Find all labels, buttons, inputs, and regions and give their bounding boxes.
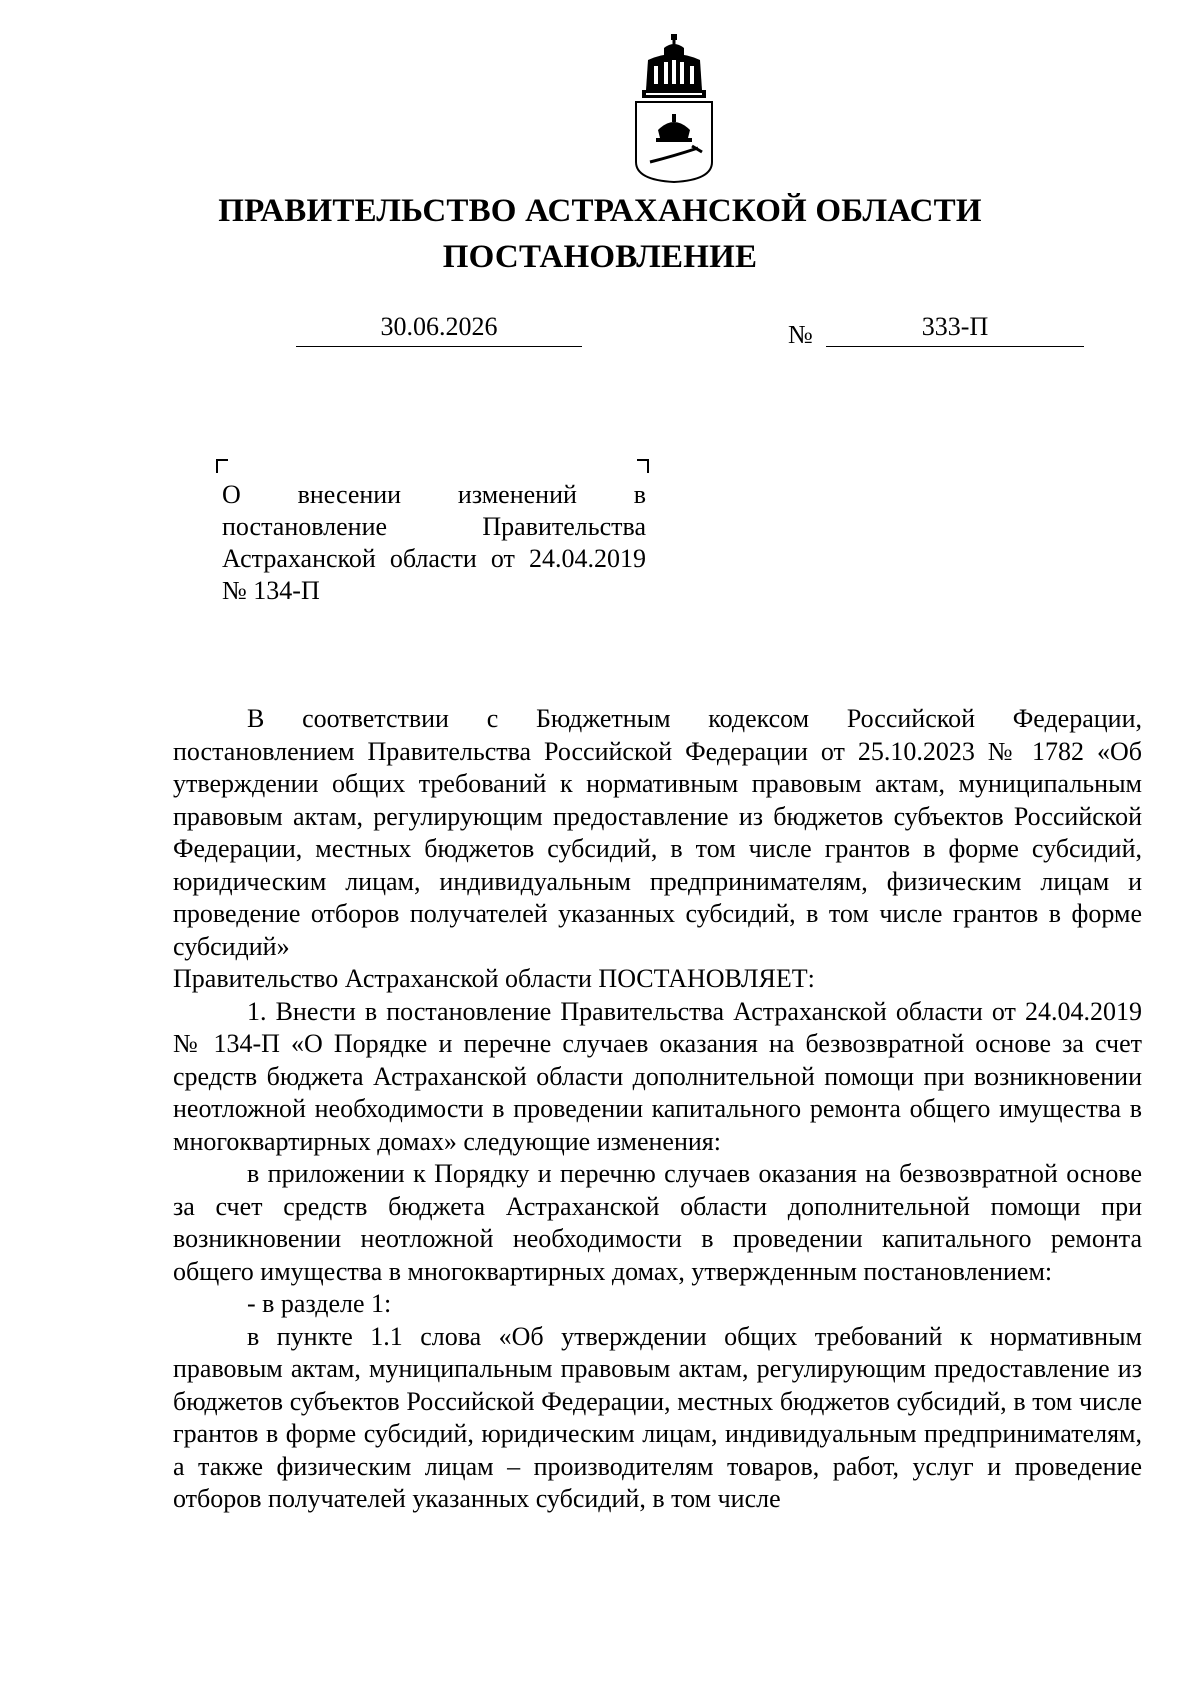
section-paragraph: - в разделе 1: [247, 1289, 392, 1318]
document-subject: О внесении изменений в постановление Правительства Астраханской области от 24.04.2019 № 134-П [222, 480, 646, 605]
subject-corner-right [637, 459, 649, 473]
document-type-title: ПОСТАНОВЛЕНИЕ [442, 239, 758, 275]
subject-corner-left [216, 459, 228, 473]
document-body [173, 703, 1142, 1516]
appendix-paragraph: в приложении к Порядку и перечню случаев оказания на безвозвратной основе за счет средств бюджета Астраханской области дополнительной помощи при возникновении неотложной необходимости в проведении капитального ремонта общего имущества в многоквартирных домах, утвержденным постановлением: [173, 1159, 1142, 1286]
document-date: 30.06.2026 [296, 312, 582, 347]
number-sign: № [788, 320, 813, 349]
document-number: 333-П [826, 312, 1084, 347]
organization-title: ПРАВИТЕЛЬСТВО АСТРАХАНСКОЙ ОБЛАСТИ [218, 193, 982, 229]
coat-of-arms-emblem [626, 34, 722, 184]
point-paragraph: в пункте 1.1 слова «Об утверждении общих требований к нормативным правовым актам, муниципальным правовым актам, регулирующим предоставление из бюджетов субъектов Российской Федерации, местных бюджетов субсидий, в том числе грантов в форме субсидий, юридическим лицам, индивидуальным предпринимателям, а также физическим лицам – производителям товаров, работ, услуг и проведение отборов получателей указанных субсидий, в том числе [173, 1321, 1142, 1513]
preamble-paragraph: В соответствии с Бюджетным кодексом Российской Федерации, постановлением Правительства Российской Федерации от 25.10.2023 № 1782 «Об утверждении общих требований к нормативным правовым актам, муниципальным правовым актам, регулирующим предоставление из бюджетов субъектов Российской Федерации, местных бюджетов субсидий, в том числе грантов в форме субсидий, юридическим лицам, индивидуальным предпринимателям, физическим лицам и проведение отборов получателей указанных субсидий, в том числе грантов в форме субсидий» [173, 704, 1142, 961]
item-1-paragraph: 1. Внести в постановление Правительства Астраханской области от 24.04.2019 № 134-П «О Порядке и перечне случаев оказания на безвозвратной основе за счет средств бюджета Астраханской области дополнительной помощи при возникновении неотложной необходимости в проведении капитального ремонта общего имущества в многоквартирных домах» следующие изменения: [173, 996, 1142, 1156]
resolves-paragraph: Правительство Астраханской области ПОСТАНОВЛЯЕТ: [173, 964, 815, 993]
